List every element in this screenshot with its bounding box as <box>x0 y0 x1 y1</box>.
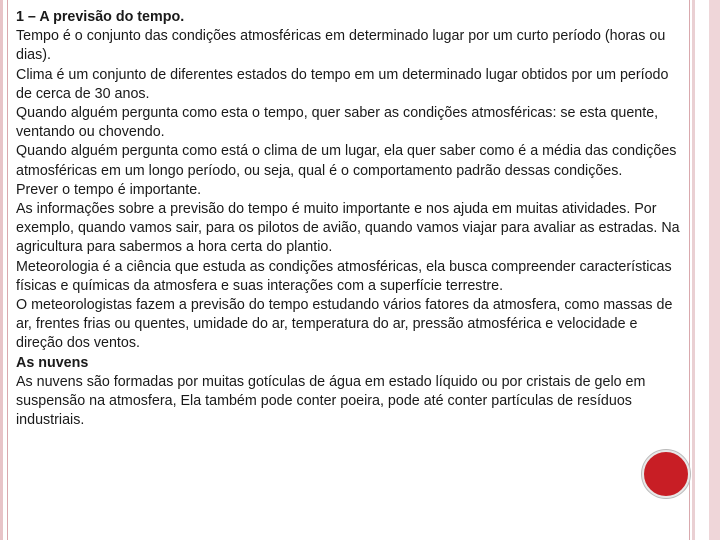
paragraph-prever: Prever o tempo é importante. <box>16 181 202 198</box>
right-border-line <box>689 0 690 540</box>
left-border-stripe <box>0 0 3 540</box>
subheading-nuvens: As nuvens <box>16 354 89 371</box>
paragraph-meteorologia: Meteorologia é a ciência que estuda as condições atmosféricas, ela busca compreender características físicas e químicas da atmosfera e suas interações com a superfície terrestre. <box>16 258 672 294</box>
paragraph-nuvens: As nuvens são formadas por muitas gotículas de água em estado líquido ou por cristais de gelo em suspensão na atmosfera, Ela também pode conter poeira, pode até conter partículas de resíduos industriais. <box>16 373 646 429</box>
slide-heading: 1 – A previsão do tempo. <box>16 9 185 25</box>
slide-content <box>16 8 682 430</box>
paragraph-tempo: Tempo é o conjunto das condições atmosféricas em determinado lugar por um curto período (horas ou dias). <box>16 28 666 64</box>
paragraph-pergunta-clima: Quando alguém pergunta como está o clima de um lugar, ela quer saber como é a média das condições atmosféricas em um longo período, ou seja, qual é o comportamento padrão dessas condições. <box>16 143 677 179</box>
paragraph-pergunta-tempo: Quando alguém pergunta como esta o tempo, quer saber as condições atmosféricas: se esta quente, ventando ou chovendo. <box>16 105 659 141</box>
paragraph-clima: Clima é um conjunto de diferentes estados do tempo em um determinado lugar obtidos por um período de cerca de 30 anos. <box>16 66 669 102</box>
right-border-band <box>709 0 720 540</box>
paragraph-meteorologistas: O meteorologistas fazem a previsão do tempo estudando vários fatores da atmosfera, como massas de ar, frentes frias ou quentes, umidade do ar, temperatura do ar, pressão atmosférica e velocidade e direção dos ventos. <box>16 297 673 352</box>
left-border-line <box>7 0 8 540</box>
paragraph-informacoes: As informações sobre a previsão do tempo é muito importante e nos ajuda em muitas atividades. Por exemplo, quando vamos sair, para os pilotos de avião, quando vamos viajar para avaliar as estradas. Na agricultura para sabermos a hora certa do plantio. <box>16 201 680 256</box>
red-circle-decoration <box>642 450 690 498</box>
right-border-stripe <box>692 0 695 540</box>
